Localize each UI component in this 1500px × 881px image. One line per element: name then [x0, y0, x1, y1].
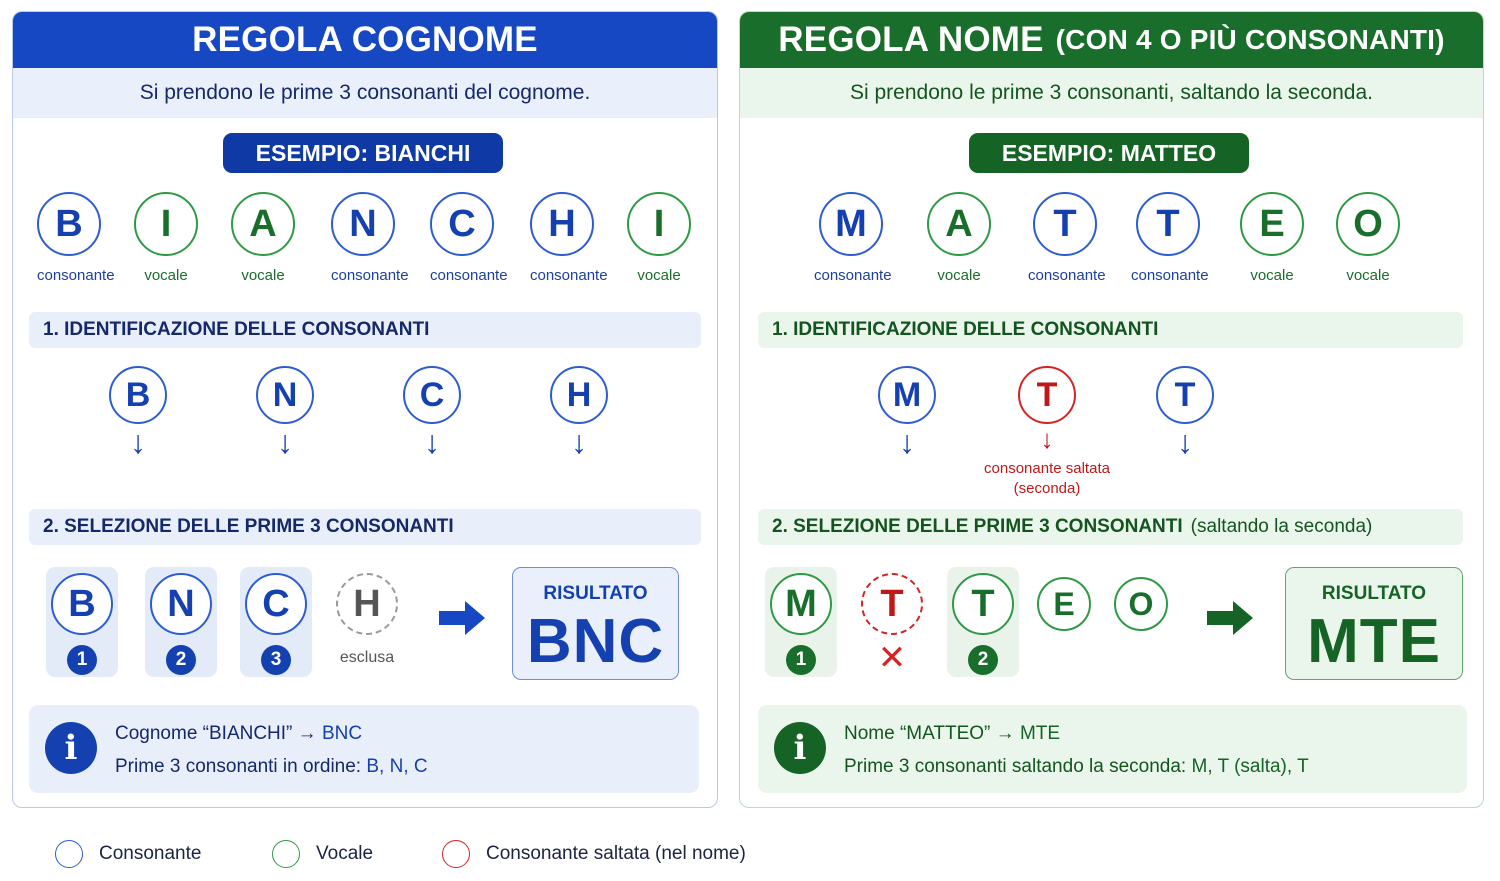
- info-line-1-text: Cognome “BIANCHI” →: [115, 723, 322, 744]
- excluded-label: esclusa: [339, 649, 395, 666]
- letter-b: [37, 192, 115, 284]
- legend-label: Consonante saltata (nel nome): [486, 843, 746, 864]
- consonant-circle: M: [878, 366, 936, 424]
- consonant-m: [875, 366, 939, 458]
- order-badge: 1: [786, 645, 816, 675]
- info-line-2: [844, 756, 1309, 778]
- letter-circle: B: [37, 192, 101, 256]
- info-icon: i: [45, 722, 97, 774]
- letter-caption: consonante: [430, 267, 508, 284]
- consonant-circle: T: [1156, 366, 1214, 424]
- letter-i: [134, 192, 198, 284]
- letter-caption: consonante: [1028, 267, 1106, 284]
- skipped-consonant-note: [960, 459, 1134, 499]
- letter-circle: A: [927, 192, 991, 256]
- letter-circle: T: [1033, 192, 1097, 256]
- letter-c: [430, 192, 508, 284]
- consonant-t: [1153, 366, 1217, 458]
- consonant-h: [547, 366, 611, 458]
- arrow-down-icon: ↓: [424, 424, 440, 460]
- legend-skipped-consonant: [442, 838, 746, 870]
- order-badge: 3: [261, 645, 291, 675]
- name-result-box: [1285, 567, 1463, 680]
- skip-note-line-1: consonante saltata: [984, 460, 1110, 477]
- selected-consonant-3: [240, 573, 312, 675]
- surname-info-box: [29, 705, 699, 793]
- letter-circle: O: [1336, 192, 1400, 256]
- arrow-right-icon: [437, 598, 487, 638]
- info-line-1: [115, 723, 362, 745]
- letter-caption: consonante: [331, 267, 409, 284]
- consonant-t-skipped: [984, 366, 1110, 497]
- letter-e: [1235, 192, 1309, 284]
- arrow-down-icon: ↓: [1177, 424, 1193, 460]
- letter-circle: N: [331, 192, 395, 256]
- letter-t-1: [1028, 192, 1106, 284]
- selected-consonant-1: [46, 573, 118, 675]
- selected-circle: B: [51, 573, 113, 635]
- arrow-down-icon: ↓: [277, 424, 293, 460]
- result-value: BNC: [526, 607, 665, 676]
- letter-caption: vocale: [637, 267, 681, 284]
- selected-circle: N: [150, 573, 212, 635]
- name-rule-panel: [739, 11, 1484, 808]
- skip-note-line-2: (seconda): [1013, 480, 1081, 497]
- selected-consonant-2: [947, 573, 1019, 675]
- legend-vowel: [272, 838, 373, 870]
- letter-circle: C: [430, 192, 494, 256]
- info-line-2-text: Prime 3 consonanti in ordine:: [115, 756, 367, 777]
- legend-swatch-blue: [55, 840, 83, 868]
- letter-circle: I: [134, 192, 198, 256]
- legend-label: Vocale: [316, 843, 374, 864]
- vowel-e: E: [1037, 577, 1091, 631]
- info-line-2-text: Prime 3 consonanti saltando la seconda:: [844, 756, 1192, 777]
- name-rule-title-main: REGOLA NOME: [778, 20, 1044, 59]
- order-badge: 2: [968, 645, 998, 675]
- surname-rule-subtitle: Si prendono le prime 3 consonanti del cognome.: [13, 68, 717, 118]
- letter-a: [231, 192, 295, 284]
- name-step2-heading-text: 2. SELEZIONE DELLE PRIME 3 CONSONANTI: [772, 516, 1183, 537]
- letter-t-2: [1131, 192, 1209, 284]
- legend-label: Consonante: [99, 843, 202, 864]
- name-rule-subtitle: Si prendono le prime 3 consonanti, saltando la seconda.: [740, 68, 1483, 118]
- info-line-1-value: BNC: [321, 723, 363, 744]
- order-badge: 1: [67, 645, 97, 675]
- name-step1-heading: 1. IDENTIFICAZIONE DELLE CONSONANTI: [758, 312, 1463, 348]
- selected-consonant-2: [145, 573, 217, 675]
- letter-caption: vocale: [1250, 267, 1294, 284]
- info-line-1-value: MTE: [1019, 723, 1061, 744]
- result-label: RISULTATO: [543, 583, 648, 604]
- name-rule-title-suffix: (CON 4 O PIÙ CONSONANTI): [1055, 24, 1445, 55]
- surname-rule-title: REGOLA COGNOME: [13, 12, 717, 68]
- letter-caption: vocale: [144, 267, 188, 284]
- letter-h: [530, 192, 608, 284]
- letter-o: [1331, 192, 1405, 284]
- consonant-circle: C: [403, 366, 461, 424]
- letter-circle: H: [530, 192, 594, 256]
- arrow-down-icon: ↓: [571, 424, 587, 460]
- letter-m: [814, 192, 892, 284]
- arrow-right-icon: [1205, 598, 1255, 638]
- info-icon: i: [774, 722, 826, 774]
- arrow-down-icon: ↓: [899, 424, 915, 460]
- surname-result-box: [512, 567, 679, 680]
- letter-caption: consonante: [37, 267, 115, 284]
- letter-circle: A: [231, 192, 295, 256]
- excluded-circle: H: [336, 573, 398, 635]
- letter-i-last: [627, 192, 691, 284]
- surname-rule-panel: [12, 11, 718, 808]
- consonant-circle: H: [550, 366, 608, 424]
- info-line-2-value: B, N, C: [366, 756, 428, 777]
- arrow-down-icon: ↓: [130, 424, 146, 460]
- selected-circle: M: [770, 573, 832, 635]
- excluded-consonant: [331, 573, 403, 667]
- name-info-box: [758, 705, 1467, 793]
- selected-consonant-1: [765, 573, 837, 675]
- consonant-n: [253, 366, 317, 458]
- result-value: MTE: [1307, 607, 1441, 676]
- consonant-b: [106, 366, 170, 458]
- arrow-down-icon: ↓: [1040, 424, 1054, 454]
- consonant-circle: T: [1018, 366, 1076, 424]
- letter-circle: I: [627, 192, 691, 256]
- legend-swatch-red: [442, 840, 470, 868]
- letter-caption: consonante: [814, 267, 892, 284]
- vowel-o: O: [1114, 577, 1168, 631]
- surname-step2-heading: 2. SELEZIONE DELLE PRIME 3 CONSONANTI: [29, 509, 701, 545]
- letter-n: [331, 192, 409, 284]
- letter-circle: M: [819, 192, 883, 256]
- name-example-badge: ESEMPIO: MATTEO: [969, 133, 1249, 173]
- legend-consonant: [55, 838, 201, 870]
- result-label: RISULTATO: [1321, 583, 1427, 604]
- selected-circle: T: [952, 573, 1014, 635]
- name-rule-title: [740, 12, 1483, 68]
- letter-circle: E: [1240, 192, 1304, 256]
- name-step2-heading-sub: (saltando la seconda): [1190, 516, 1373, 537]
- surname-example-badge: ESEMPIO: BIANCHI: [223, 133, 503, 173]
- surname-step1-heading: 1. IDENTIFICAZIONE DELLE CONSONANTI: [29, 312, 701, 348]
- skipped-circle: T: [861, 573, 923, 635]
- consonant-c: [400, 366, 464, 458]
- info-line-2: [115, 756, 428, 778]
- info-line-1-text: Nome “MATTEO” →: [844, 723, 1020, 744]
- order-badge: 2: [166, 645, 196, 675]
- info-line-1: [844, 723, 1060, 745]
- letter-caption: vocale: [1346, 267, 1390, 284]
- selected-circle: C: [245, 573, 307, 635]
- consonant-circle: N: [256, 366, 314, 424]
- info-line-2-value: M, T (salta), T: [1191, 756, 1309, 777]
- letter-caption: vocale: [241, 267, 285, 284]
- legend-swatch-green: [272, 840, 300, 868]
- consonant-circle: B: [109, 366, 167, 424]
- letter-caption: vocale: [937, 267, 981, 284]
- letter-a: [922, 192, 996, 284]
- letter-caption: consonante: [1131, 267, 1209, 284]
- skipped-consonant: [856, 573, 928, 675]
- name-step2-heading: [758, 509, 1463, 545]
- letter-circle: T: [1136, 192, 1200, 256]
- letter-caption: consonante: [530, 267, 608, 284]
- cross-icon: ✕: [877, 639, 907, 677]
